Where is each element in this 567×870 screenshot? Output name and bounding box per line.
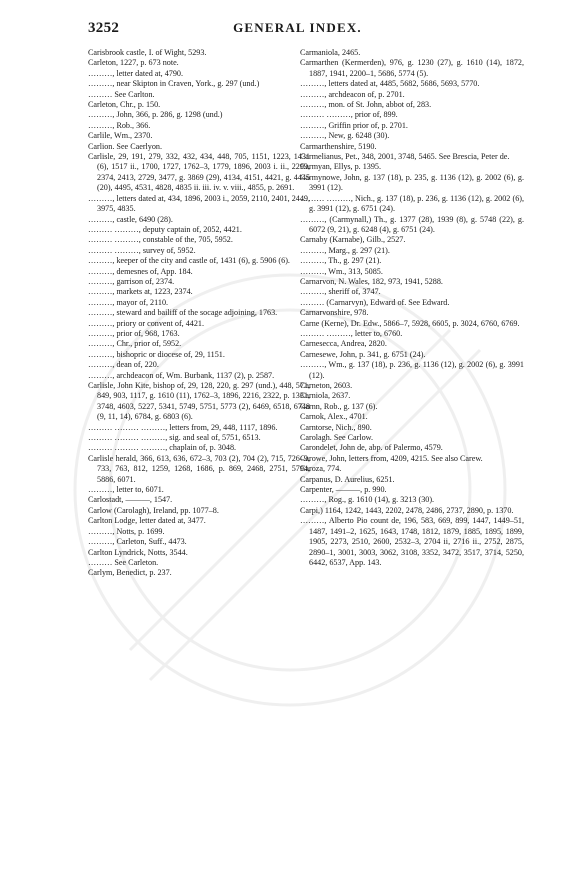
index-entry: ………, bishopric or diocese of, 29, 1151. [88,349,225,359]
index-entry: ……… ………, deputy captain of, 2052, 4421. [88,224,242,234]
index-entry: ………, Notts, p. 1699. [88,526,165,536]
index-entry: Carneton, 2603. [300,381,353,390]
index-entry: Carlym, Benedict, p. 237. [88,568,172,578]
index-entry: ………, mon. of St. John, abbot of, 283. [300,100,432,110]
index-entry: ………, mayor of, 2110. [88,297,169,307]
index-entry: ……… ………, constable of the, 705, 5952. [88,235,233,245]
index-entry: ………, Rog., g. 1610 (14), g. 3213 (30). [300,495,435,505]
index-entry: ………, Alberto Pio count de, 196, 583, 669, 899, 1447, 1449–51, 1487, 1491–2, 1625, 1643, 1748, 1812, 1879, 1885, 1895, 1899, 1905, 2273, 2510, 2600, 2532–3, 2704 ii, 2716 ii., 2752, 2875, 2890–1, 3001, 3003, 3062, 3108, 3352, 3472, 3517, 3714, 5250, 6442, 6537, App. 143. [300,516,524,567]
index-entry: ……… ………, survey of, 5952. [88,245,196,255]
index-entry: ………, sheriff of, 3747. [300,287,381,297]
index-entry: ………, New, g. 6248 (30). [300,131,390,141]
index-entry: Carlton Lyndrick, Notts, 3544. [88,547,188,557]
index-column-left [88,48,310,579]
index-entry: Carpanus, D. Aurelius, 6251. [300,474,395,484]
index-entry: ………, archdeacon of, p. 2701. [300,89,405,99]
index-entry: Carlow (Carolagh), Ireland, pp. 1077–8. [88,505,219,515]
page-header [88,20,507,40]
index-entry: Carpi,) 1164, 1242, 1443, 2202, 2478, 2486, 2737, 2890, p. 1370. [300,505,514,515]
index-entry: ……… ………, Nich., g. 137 (18), p. 236, g. 1136 (12), g. 2002 (6), g. 3991 (12), g. 6751 (24). [300,193,524,214]
index-entry: ………, Chr., prior of, 5952. [88,339,182,349]
index-entry: ……… ………, prior of, 899. [300,110,398,120]
index-entry: Carmyan, Ellys, p. 1395. [300,162,382,172]
index-entry: ………, keeper of the city and castle of, 1431 (6), g. 5906 (6). [88,256,290,266]
index-entry: ………, letter to, 6071. [88,485,164,495]
index-entry: ………, dean of, 220. [88,360,159,370]
index-entry: ………, archdeacon of, Wm. Burbank, 1137 (2), p. 2587. [88,370,275,380]
index-entry: ………, letters dated at, 4485, 5682, 5686, 5693, 5770. [300,79,480,89]
index-entry: Carmynowe, John, g. 137 (18), p. 235, g. 1136 (12), g. 2002 (6), g. 3991 (12). [300,172,524,193]
index-entry: Carlion. See Caerlyon. [88,141,163,151]
index-entry: ………, near Skipton in Craven, York., g. 297 (und.) [88,79,260,89]
index-entry: Carlostadt, ———, 1547. [88,495,173,505]
index-entry: ………, Wm., 313, 5085. [300,266,383,276]
index-entry: Carleton, 1227, p. 673 note. [88,58,179,68]
index-entry: Caroza, 774. [300,464,342,474]
index-entry: Carnarvonshire, 978. [300,308,369,318]
index-entry: Carpenter, ———, p. 990. [300,485,387,495]
index-entry: Carnarvon, N. Wales, 182, 973, 1941, 5288. [300,276,443,286]
index-entry: ………, demesnes of, App. 184. [88,266,193,276]
index-entry: ………, garrison of, 2374. [88,276,175,286]
index-entry: ……… (Carnarvyn), Edward of. See Edward. [300,297,450,307]
index-entry: Carondelet, John de, abp. of Palermo, 4579. [300,443,443,453]
index-entry: Carlisle herald, 366, 613, 636, 672–3, 703 (2), 704 (2), 715, 726–9, 733, 763, 812, 1259, 1268, 1686, p. 869, 2468, 2751, 5794, 5886, 6071. [88,453,310,484]
index-entry: ………, Griffin prior of, p. 2701. [300,120,408,130]
index-entry: Carlisle, John Kite, bishop of, 29, 128, 220, g. 297 (und.), 448, 571, 849, 903, 1117, g. 1610 (11), 1762–3, 1896, 2216, 2322, p. 1331, 3748, 4603, 5227, 5341, 5749, 5751, 5773 (2), 6469, 6518, 6748 (9, 11, 14), 6784, g. 6803 (6). [88,381,310,422]
index-entry: ………, Marg., g. 297 (21). [300,245,390,255]
index-entry: Carmarthenshire, 5190. [300,141,377,151]
index-entry: ……… ……… ………, letters from, 29, 448, 1117, 1896. [88,422,278,432]
index-entry: ……… See Carlton. [88,89,155,99]
index-entry: ……… See Carleton. [88,557,159,567]
index-entry: Carnok, Alex., 4701. [300,412,368,422]
index-entry: ………, Rob., 366. [88,120,151,130]
index-entry: Carolagh. See Carlow. [300,433,374,443]
running-title: GENERAL INDEX. [233,20,362,35]
index-entry: Carnesecca, Andrea, 2820. [300,339,387,349]
index-entry: Carlton Lodge, letter dated at, 3477. [88,516,206,526]
index-entry: ……… ……… ………, sig. and seal of, 5751, 6513. [88,433,261,443]
index-entry: Carnaby (Karnabe), Gilb., 2527. [300,235,406,245]
index-entry: Carlisle, 29, 191, 279, 332, 432, 434, 448, 705, 1151, 1223, 1431 (6), 1517 ii., 1700, 1727, 1762–3, 1779, 1896, 2003 i. ii., 2299, 2374, 2413, 2729, 3477, g. 3869 (29), 4134, 4151, 4421, g. 4445 (20), 4495, 4531, 4828, 4835 ii. iii. iv. v. viii., 4855, p. 2691. [88,152,310,193]
index-entry: Carniola, 2637. [300,391,351,401]
index-entry: ………, castle, 6490 (28). [88,214,173,224]
index-entry: ………, steward and bailiff of the socage adjoining, 1763. [88,308,278,318]
index-entry: ……… ………, letter to, 6760. [300,328,403,338]
index-entry: ……… ……… ………, chaplain of, p. 3048. [88,443,237,453]
index-entry: Carmarthen (Kermerden), 976, g. 1230 (27), g. 1610 (14), 1872, 1887, 1941, 2200–1, 5686, 5774 (5). [300,58,524,78]
index-entry: ………, priory or convent of, 4421. [88,318,204,328]
index-entry: Carlile, Wm., 2370. [88,131,153,141]
index-entry: ………, letter dated at, 4790. [88,68,183,78]
index-entry: Carnn, Rob., g. 137 (6). [300,401,378,411]
index-entry: Carmaniola, 2465. [300,48,361,57]
index-entry: Carne (Kerne), Dr. Edw., 5866–7, 5928, 6605, p. 3024, 6760, 6769. [300,318,520,328]
page-number: 3252 [88,20,120,36]
index-entry: Carowe, John, letters from, 4209, 4215. See also Carew. [300,453,483,463]
index-entry: ………, John, 366, p. 286, g. 1298 (und.) [88,110,223,120]
index-entry: ………, Wm., g. 137 (18), p. 236, g. 1136 (12), g. 2002 (6), g. 3991 (12). [300,360,524,380]
index-entry: ………, markets at, 1223, 2374. [88,287,193,297]
index-entry: Carisbrook castle, I. of Wight, 5293. [88,48,207,57]
index-column-right [300,48,524,568]
index-entry: ………, (Carmynall,) Th., g. 1377 (28), 1939 (8), g. 5748 (22), g. 6072 (9, 21), g. 6248 (4), g. 6751 (24). [300,214,524,234]
index-entry: ………, Th., g. 297 (21). [300,256,382,266]
index-entry: Carleton, Chr., p. 150. [88,100,161,110]
index-entry: ………, letters dated at, 434, 1896, 2003 i., 2059, 2110, 2401, 2449, 3975, 4835. [88,193,310,214]
index-entry: Carntorse, Nich., 890. [300,422,372,432]
index-entry: ………, Carleton, Suff., 4473. [88,537,187,547]
index-entry: Carnesewe, John, p. 341, g. 6751 (24). [300,349,426,359]
index-entry: ………, prior of, 968, 1763. [88,328,180,338]
index-entry: Carmelianus, Pet., 348, 2001, 3748, 5465. See Brescia, Peter de. [300,152,510,162]
